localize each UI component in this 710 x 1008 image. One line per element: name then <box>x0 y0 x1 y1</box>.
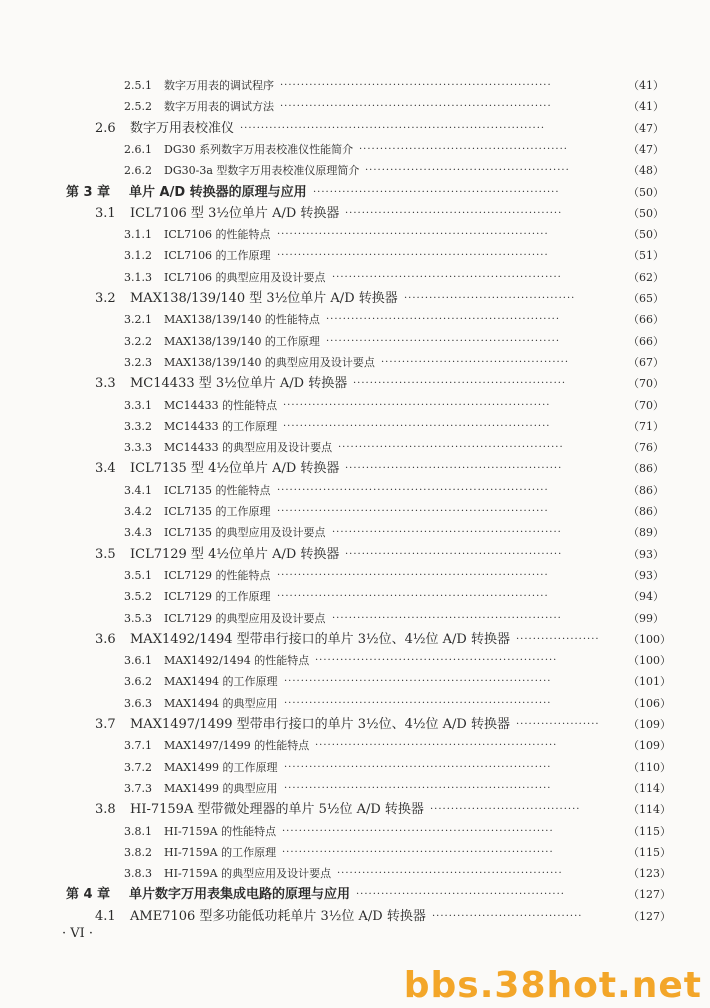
toc-entry <box>0 225 710 245</box>
toc-entry-title: 单片数字万用表集成电路的原理与应用 <box>129 887 351 903</box>
toc-entry <box>0 630 710 650</box>
toc-entry-page: （41） <box>628 100 664 114</box>
toc-entry <box>0 438 710 458</box>
toc-entry-page: （86） <box>628 483 664 497</box>
toc-entry-number: 3.2.1 <box>124 313 152 327</box>
toc-entry <box>0 651 710 671</box>
toc-entry-page: （70） <box>628 398 664 412</box>
toc-entry-number: 3.6.1 <box>124 654 152 668</box>
toc-entry <box>0 907 710 927</box>
toc-entry-title: MC14433 型 3½位单片 A/D 转换器 <box>130 376 348 392</box>
toc-leader-dots: ································································ <box>284 697 552 709</box>
toc-entry <box>0 161 710 181</box>
toc-leader-dots: ········································································· <box>240 122 546 134</box>
toc-entry <box>0 353 710 373</box>
toc-entry-number: 2.6.2 <box>124 164 152 178</box>
toc-entry <box>0 587 710 607</box>
toc-entry-number: 第 3 章 <box>66 184 111 200</box>
toc-entry-page: （114） <box>628 803 671 817</box>
site-watermark: bbs.38hot.net <box>403 965 702 1006</box>
toc-entry-number: 3.3.2 <box>124 419 152 433</box>
toc-entry-number: 3.2 <box>95 291 116 306</box>
toc-entry-number: 3.7.2 <box>124 760 152 774</box>
toc-entry <box>0 374 710 394</box>
toc-entry <box>0 268 710 288</box>
toc-entry-title: HI-7159A 的工作原理 <box>164 845 277 859</box>
toc-entry <box>0 140 710 160</box>
toc-leader-dots: ································································ <box>283 420 551 432</box>
toc-entry-number: 3.5.1 <box>124 568 152 582</box>
toc-entry-title: 数字万用表的调试方法 <box>164 100 274 114</box>
page-number: · VI · <box>62 926 94 941</box>
toc-entry-number: 3.8.1 <box>124 824 152 838</box>
toc-entry-title: ICL7129 型 4½位单片 A/D 转换器 <box>130 546 340 562</box>
toc-entry-page: （65） <box>628 292 664 305</box>
toc-entry-number: 3.4.3 <box>124 526 152 540</box>
toc-entry-number: 3.1.2 <box>124 249 152 263</box>
toc-entry-title: MAX1494 的典型应用 <box>164 696 278 710</box>
toc-entry-page: （93） <box>628 568 664 582</box>
toc-entry-number: 3.4 <box>95 461 116 477</box>
toc-entry-page: （66） <box>628 334 664 348</box>
toc-entry-title: MAX138/139/140 型 3½位单片 A/D 转换器 <box>130 291 398 306</box>
toc-leader-dots: ······················································ <box>338 442 564 454</box>
toc-entry <box>0 204 710 224</box>
toc-entry-page: （47） <box>628 142 664 156</box>
toc-leader-dots: ········································· <box>404 293 576 304</box>
toc-entry-page: （115） <box>628 824 671 838</box>
toc-entry <box>0 246 710 266</box>
toc-entry <box>0 609 710 629</box>
toc-entry-number: 3.8.3 <box>124 867 152 881</box>
toc-entry <box>0 396 710 416</box>
toc-entry-number: 第 4 章 <box>66 887 111 903</box>
toc-entry-number: 3.4.2 <box>124 505 152 518</box>
toc-entry-page: （51） <box>628 249 664 263</box>
toc-entry-title: MC14433 的工作原理 <box>164 419 278 433</box>
toc-entry-title: ICL7129 的工作原理 <box>164 590 271 604</box>
toc-entry-title: MAX138/139/140 的工作原理 <box>164 334 320 348</box>
toc-leader-dots: ······················································· <box>332 271 562 283</box>
toc-entry-title: MAX1494 的工作原理 <box>164 675 278 689</box>
toc-entry-title: ICL7135 的性能特点 <box>164 483 271 497</box>
toc-leader-dots: ············································· <box>381 356 570 368</box>
toc-entry <box>0 800 710 820</box>
toc-entry-title: MAX138/139/140 的典型应用及设计要点 <box>164 355 375 369</box>
toc-entry-title: HI-7159A 的典型应用及设计要点 <box>164 867 332 881</box>
toc-leader-dots: ······················································· <box>332 612 562 624</box>
toc-entry-page: （100） <box>628 654 671 668</box>
toc-leader-dots: ································································ <box>284 676 552 688</box>
toc-entry <box>0 119 710 139</box>
toc-entry <box>0 332 710 352</box>
toc-entry-page: （89） <box>628 526 664 540</box>
toc-entry-page: （41） <box>628 79 664 92</box>
toc-entry-number: 3.3.3 <box>124 441 152 455</box>
toc-entry-page: （99） <box>628 611 664 625</box>
toc-entry-title: MAX1497/1499 型带串行接口的单片 3½位、4½位 A/D 转换器 <box>130 717 510 732</box>
toc-entry <box>0 566 710 586</box>
toc-entry-page: （127） <box>628 909 671 923</box>
toc-entry-number: 3.7.3 <box>124 781 152 795</box>
toc-entry-number: 3.8 <box>95 802 116 818</box>
toc-entry-page: （66） <box>628 313 664 327</box>
toc-entry-title: ICL7129 的典型应用及设计要点 <box>164 611 326 625</box>
toc-leader-dots: ································································ <box>284 782 552 794</box>
toc-leader-dots: ························································ <box>326 335 561 347</box>
toc-entry-number: 3.2.2 <box>124 334 152 348</box>
toc-entry-title: ICL7129 的性能特点 <box>164 568 271 582</box>
toc-entry <box>0 523 710 543</box>
toc-entry-title: AME7106 型多功能低功耗单片 3½位 A/D 转换器 <box>130 908 426 924</box>
toc-leader-dots: ···················································· <box>345 548 563 560</box>
toc-entry-page: （48） <box>628 164 664 178</box>
toc-entry-page: （50） <box>628 206 664 220</box>
toc-entry-title: MAX1499 的典型应用 <box>164 781 278 795</box>
toc-leader-dots: ·························································· <box>315 655 558 667</box>
toc-leader-dots: ································································· <box>277 484 549 496</box>
toc-entry-page: （71） <box>628 419 664 433</box>
toc-entry <box>0 694 710 714</box>
toc-entry <box>0 822 710 842</box>
toc-entry-title: MAX1492/1494 型带串行接口的单片 3½位、4½位 A/D 转换器 <box>130 631 510 647</box>
toc-entry-number: 3.6.2 <box>124 675 152 689</box>
toc-entry-page: （50） <box>628 185 664 199</box>
toc-entry-number: 3.6 <box>95 631 116 647</box>
toc-entry-number: 4.1 <box>95 908 116 924</box>
toc-entry-number: 3.1.1 <box>124 228 152 242</box>
toc-entry <box>0 779 710 799</box>
toc-leader-dots: ······················································· <box>332 527 562 539</box>
toc-entry-page: （94） <box>628 590 664 604</box>
toc-leader-dots: ···················· <box>516 719 600 730</box>
toc-entry <box>0 76 710 96</box>
toc-entry-page: （109） <box>628 739 671 753</box>
toc-leader-dots: ···································· <box>430 804 581 816</box>
toc-entry <box>0 843 710 863</box>
toc-entry-page: （109） <box>628 718 671 731</box>
toc-entry-page: （70） <box>628 377 664 391</box>
toc-entry-page: （86） <box>628 462 664 476</box>
toc-entry <box>0 310 710 330</box>
toc-leader-dots: ································································· <box>282 825 554 837</box>
toc-leader-dots: ················································· <box>365 165 570 177</box>
toc-entry <box>0 502 710 522</box>
toc-entry-title: MC14433 的性能特点 <box>164 398 278 412</box>
toc-leader-dots: ································································· <box>277 229 549 241</box>
toc-leader-dots: ································································ <box>284 761 552 773</box>
toc-entry-title: ICL7106 型 3½位单片 A/D 转换器 <box>130 205 340 221</box>
toc-entry-number: 3.8.2 <box>124 845 152 859</box>
toc-entry-number: 2.6.1 <box>124 142 152 156</box>
toc-entry-title: 数字万用表校准仪 <box>130 120 235 136</box>
toc-entry-page: （67） <box>628 355 664 369</box>
toc-entry-title: MAX138/139/140 的性能特点 <box>164 313 320 327</box>
toc-leader-dots: ································································· <box>277 250 549 262</box>
toc-leader-dots: ································································ <box>283 399 551 411</box>
toc-entry-page: （93） <box>628 547 664 561</box>
toc-entry-number: 3.5 <box>95 546 116 562</box>
toc-leader-dots: ································································· <box>280 80 552 91</box>
toc-entry-number: 2.5.1 <box>124 79 152 92</box>
toc-entry-title: ICL7106 的性能特点 <box>164 228 271 242</box>
toc-leader-dots: ··················································· <box>353 378 567 390</box>
toc-leader-dots: ································································· <box>277 569 549 581</box>
toc-entry-page: （76） <box>628 441 664 455</box>
toc-entry-title: MC14433 的典型应用及设计要点 <box>164 441 333 455</box>
toc-entry <box>0 459 710 479</box>
toc-leader-dots: ···································· <box>432 910 583 922</box>
toc-entry-page: （47） <box>628 121 664 135</box>
toc-entry <box>0 545 710 565</box>
toc-entry-number: 3.5.3 <box>124 611 152 625</box>
toc-leader-dots: ·················································· <box>359 143 568 155</box>
toc-entry-page: （127） <box>628 888 671 902</box>
toc-entry-number: 3.1.3 <box>124 270 152 284</box>
toc-entry-title: MAX1492/1494 的性能特点 <box>164 654 310 668</box>
toc-entry-page: （86） <box>628 505 664 518</box>
toc-entry-number: 3.1 <box>95 205 116 221</box>
toc-leader-dots: ···················· <box>516 633 600 645</box>
toc-leader-dots: ································································· <box>280 101 552 113</box>
toc-entry-page: （100） <box>628 632 671 646</box>
toc-entry-number: 3.6.3 <box>124 696 152 710</box>
toc-entry-page: （114） <box>628 781 671 795</box>
toc-leader-dots: ································································· <box>282 846 554 858</box>
toc-entry <box>0 672 710 692</box>
toc-entry-page: （62） <box>628 270 664 284</box>
toc-entry <box>0 715 710 735</box>
toc-leader-dots: ···················································· <box>345 207 563 219</box>
toc-entry-number: 3.7.1 <box>124 739 152 753</box>
toc-entry <box>0 97 710 117</box>
toc-entry-number: 3.5.2 <box>124 590 152 604</box>
toc-leader-dots: ·························································· <box>315 740 558 752</box>
toc-entry-title: ICL7135 型 4½位单片 A/D 转换器 <box>130 461 340 477</box>
toc-entry <box>0 183 710 203</box>
toc-entry <box>0 864 710 884</box>
toc-entry <box>0 736 710 756</box>
toc-leader-dots: ··························································· <box>313 186 560 198</box>
toc-leader-dots: ·················································· <box>356 889 565 901</box>
toc-entry-number: 2.6 <box>95 120 116 136</box>
toc-entry-title: ICL7106 的工作原理 <box>164 249 271 263</box>
toc-entry-title: 数字万用表的调试程序 <box>164 79 274 92</box>
toc-entry-title: HI-7159A 型带微处理器的单片 5½位 A/D 转换器 <box>130 802 424 818</box>
toc-entry <box>0 481 710 501</box>
toc-leader-dots: ······················································ <box>337 868 563 880</box>
toc-entry-number: 3.4.1 <box>124 483 152 497</box>
toc-entry <box>0 289 710 309</box>
toc-entry <box>0 885 710 905</box>
toc-entry-title: ICL7106 的典型应用及设计要点 <box>164 270 326 284</box>
toc-entry <box>0 417 710 437</box>
toc-entry-title: MAX1497/1499 的性能特点 <box>164 739 310 753</box>
toc-entry-title: ICL7135 的工作原理 <box>164 505 271 518</box>
toc-leader-dots: ···················································· <box>345 463 563 475</box>
toc-entry-title: 单片 A/D 转换器的原理与应用 <box>129 184 307 200</box>
toc-entry-title: HI-7159A 的性能特点 <box>164 824 277 838</box>
toc-entry-title: DG30-3a 型数字万用表校准仪原理简介 <box>164 164 360 178</box>
toc-entry-number: 3.7 <box>95 717 116 732</box>
toc-entry <box>0 758 710 778</box>
toc-entry-page: （115） <box>628 845 671 859</box>
toc-entry-page: （110） <box>628 760 671 774</box>
toc-entry-number: 3.3.1 <box>124 398 152 412</box>
toc-leader-dots: ································································· <box>277 506 549 517</box>
toc-entry-number: 3.3 <box>95 376 116 392</box>
toc-leader-dots: ························································ <box>326 314 561 326</box>
toc-entry-number: 3.2.3 <box>124 355 152 369</box>
toc-entry-title: DG30 系列数字万用表校准仪性能简介 <box>164 142 354 156</box>
toc-entry-title: ICL7135 的典型应用及设计要点 <box>164 526 326 540</box>
toc-entry-title: MAX1499 的工作原理 <box>164 760 278 774</box>
toc-entry-page: （50） <box>628 228 664 242</box>
toc-leader-dots: ································································· <box>277 591 549 603</box>
toc-entry-page: （123） <box>628 867 671 881</box>
toc-entry-page: （106） <box>628 696 671 710</box>
toc-entry-page: （101） <box>628 675 671 689</box>
toc-entry-number: 2.5.2 <box>124 100 152 114</box>
